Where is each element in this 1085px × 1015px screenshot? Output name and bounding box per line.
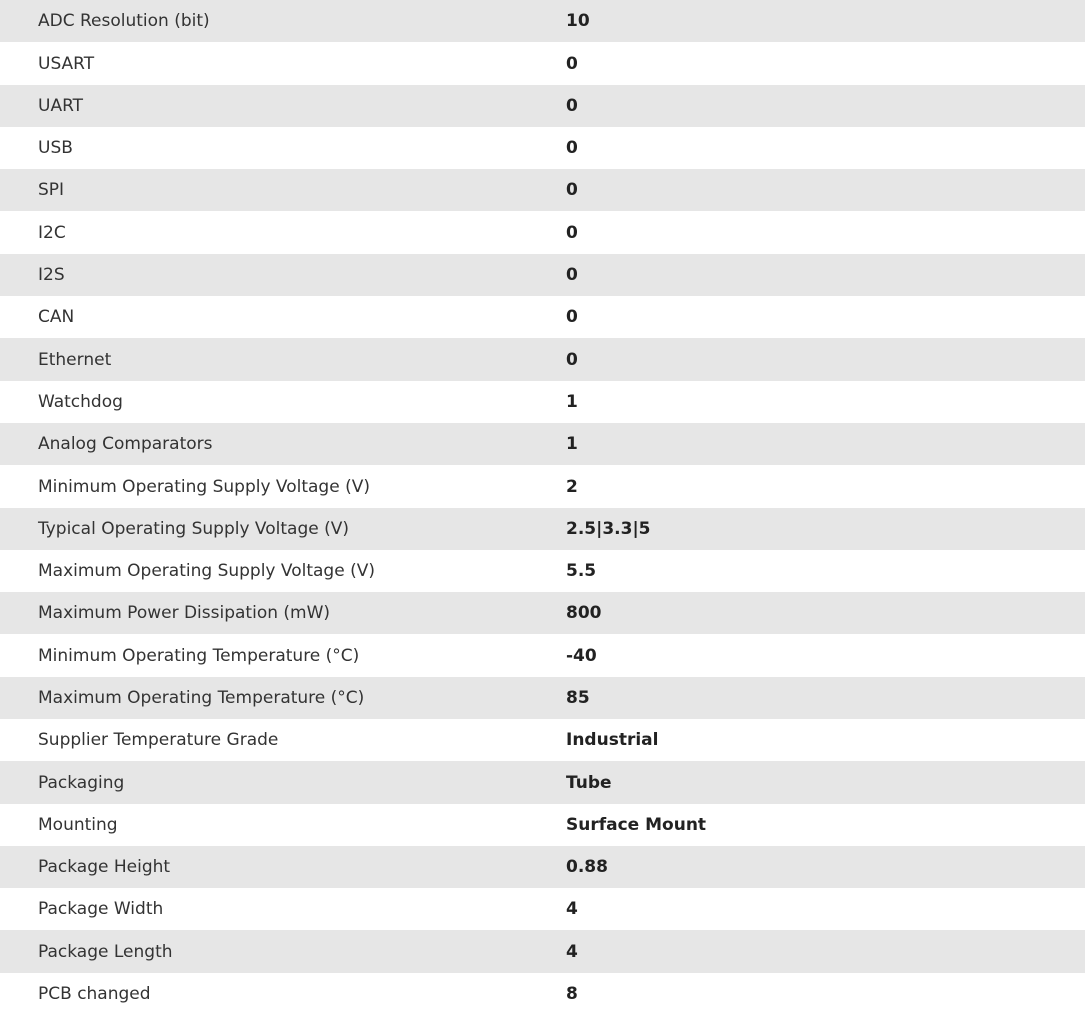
spec-row <box>0 423 1085 465</box>
spec-row <box>0 930 1085 973</box>
spec-name: Minimum Operating Temperature (°C) <box>38 645 360 666</box>
spec-row <box>0 465 1085 508</box>
spec-row <box>0 0 1085 42</box>
spec-name: Minimum Operating Supply Voltage (V) <box>38 476 370 497</box>
spec-row <box>0 550 1085 592</box>
spec-name: CAN <box>38 307 75 327</box>
spec-row <box>0 804 1085 846</box>
spec-value: 0 <box>566 307 578 327</box>
spec-name: UART <box>38 96 84 116</box>
spec-value: 2.5|3.3|5 <box>566 519 651 539</box>
spec-name: USART <box>38 53 95 74</box>
spec-row <box>0 296 1085 338</box>
spec-row <box>0 634 1085 677</box>
spec-value: 800 <box>566 603 602 623</box>
spec-name: Maximum Operating Supply Voltage (V) <box>38 561 375 581</box>
spec-value: 0 <box>566 96 578 116</box>
spec-row <box>0 846 1085 888</box>
spec-row <box>0 85 1085 127</box>
spec-value: Surface Mount <box>566 815 707 835</box>
spec-value: 2 <box>566 476 578 497</box>
spec-value: -40 <box>566 645 597 666</box>
spec-row <box>0 42 1085 85</box>
spec-value: 4 <box>566 941 578 962</box>
spec-name: Ethernet <box>38 349 112 370</box>
spec-value: 10 <box>566 11 590 31</box>
spec-name: Package Length <box>38 941 173 962</box>
spec-value: 0.88 <box>566 857 608 877</box>
spec-name: I2C <box>38 222 66 243</box>
spec-row <box>0 719 1085 761</box>
spec-value: 5.5 <box>566 561 597 581</box>
spec-name: USB <box>38 138 73 158</box>
spec-value: 0 <box>566 180 578 200</box>
spec-row <box>0 169 1085 211</box>
spec-name: Watchdog <box>38 392 123 412</box>
spec-row <box>0 508 1085 550</box>
spec-value: 4 <box>566 899 578 919</box>
spec-name: Maximum Operating Temperature (°C) <box>38 688 365 708</box>
spec-value: 1 <box>566 434 578 454</box>
spec-row <box>0 211 1085 254</box>
spec-value: 1 <box>566 392 578 412</box>
spec-row <box>0 761 1085 804</box>
spec-row <box>0 677 1085 719</box>
spec-value: 0 <box>566 138 578 158</box>
spec-name: Supplier Temperature Grade <box>38 730 279 750</box>
spec-value: 8 <box>566 984 578 1004</box>
spec-name: Package Height <box>38 857 171 877</box>
spec-name: PCB changed <box>38 984 151 1004</box>
spec-row <box>0 254 1085 296</box>
spec-value: Tube <box>566 772 612 793</box>
spec-name: Package Width <box>38 899 164 919</box>
spec-value: Industrial <box>566 730 659 750</box>
spec-row <box>0 973 1085 1015</box>
spec-value: 0 <box>566 222 578 243</box>
spec-name: I2S <box>38 265 65 285</box>
spec-name: Maximum Power Dissipation (mW) <box>38 603 331 623</box>
spec-name: Mounting <box>38 815 118 835</box>
spec-row <box>0 127 1085 169</box>
spec-value: 0 <box>566 265 578 285</box>
spec-row <box>0 592 1085 634</box>
spec-name: Typical Operating Supply Voltage (V) <box>38 519 349 539</box>
spec-value: 0 <box>566 349 578 370</box>
spec-name: Analog Comparators <box>38 434 213 454</box>
spec-value: 0 <box>566 53 578 74</box>
spec-row <box>0 381 1085 423</box>
spec-row <box>0 338 1085 381</box>
spec-name: ADC Resolution (bit) <box>38 11 210 31</box>
spec-value: 85 <box>566 688 590 708</box>
spec-name: Packaging <box>38 772 125 793</box>
spec-row <box>0 888 1085 930</box>
spec-name: SPI <box>38 180 65 200</box>
